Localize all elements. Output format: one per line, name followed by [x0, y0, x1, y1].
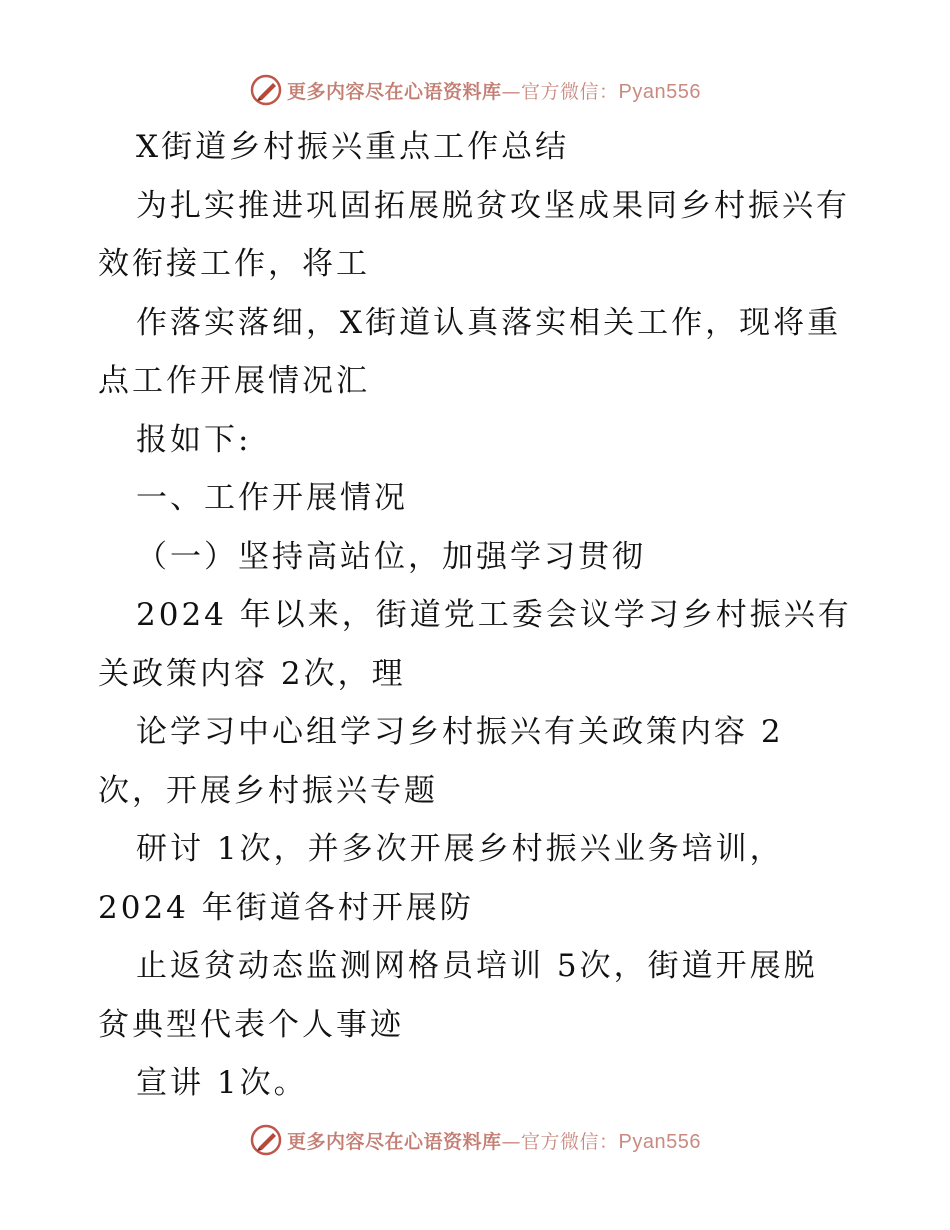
- text-line: 2024 年街道各村开展防: [98, 889, 474, 926]
- text-line: 宣讲 1次。: [136, 1065, 308, 1101]
- text-line: 关政策内容 2次，理: [98, 655, 406, 692]
- watermark-title: 更多内容尽在心语资料库: [287, 1130, 502, 1153]
- text-line: 2024 年以来，街道党工委会议学习乡村振兴有: [136, 597, 852, 633]
- text-line: 作落实落细，X街道认真落实相关工作，现将重: [136, 304, 842, 341]
- watermark-account: Pyan556: [618, 1130, 701, 1153]
- text-line: 贫典型代表个人事迹: [98, 1006, 404, 1043]
- text-line: 止返贫动态监测网格员培训 5次，街道开展脱: [136, 948, 818, 984]
- pen-logo-icon: [249, 73, 283, 107]
- text-line: 次，开展乡村振兴专题: [98, 772, 438, 809]
- text-line: 研讨 1次，并多次开展乡村振兴业务培训，: [136, 831, 784, 867]
- document-body: [98, 118, 858, 1113]
- text-line: 效衔接工作，将工: [98, 246, 370, 282]
- watermark-title: 更多内容尽在心语资料库: [287, 80, 502, 103]
- header-watermark: [0, 70, 950, 110]
- text-line: X街道乡村振兴重点工作总结: [136, 129, 570, 165]
- pen-logo-icon: [249, 1123, 283, 1157]
- text-line: 报如下:: [136, 421, 252, 458]
- watermark-account: Pyan556: [618, 80, 701, 103]
- footer-watermark: [0, 1120, 950, 1160]
- text-line: 点工作开展情况汇: [98, 363, 370, 399]
- text-line: （一）坚持高站位，加强学习贯彻: [136, 538, 646, 575]
- text-line: 一、工作开展情况: [136, 480, 408, 516]
- watermark-label: —官方微信：: [501, 80, 619, 103]
- text-line: 为扎实推进巩固拓展脱贫攻坚成果同乡村振兴有: [136, 187, 850, 224]
- text-line: 论学习中心组学习乡村振兴有关政策内容 2: [136, 714, 784, 750]
- watermark-label: —官方微信：: [501, 1130, 619, 1153]
